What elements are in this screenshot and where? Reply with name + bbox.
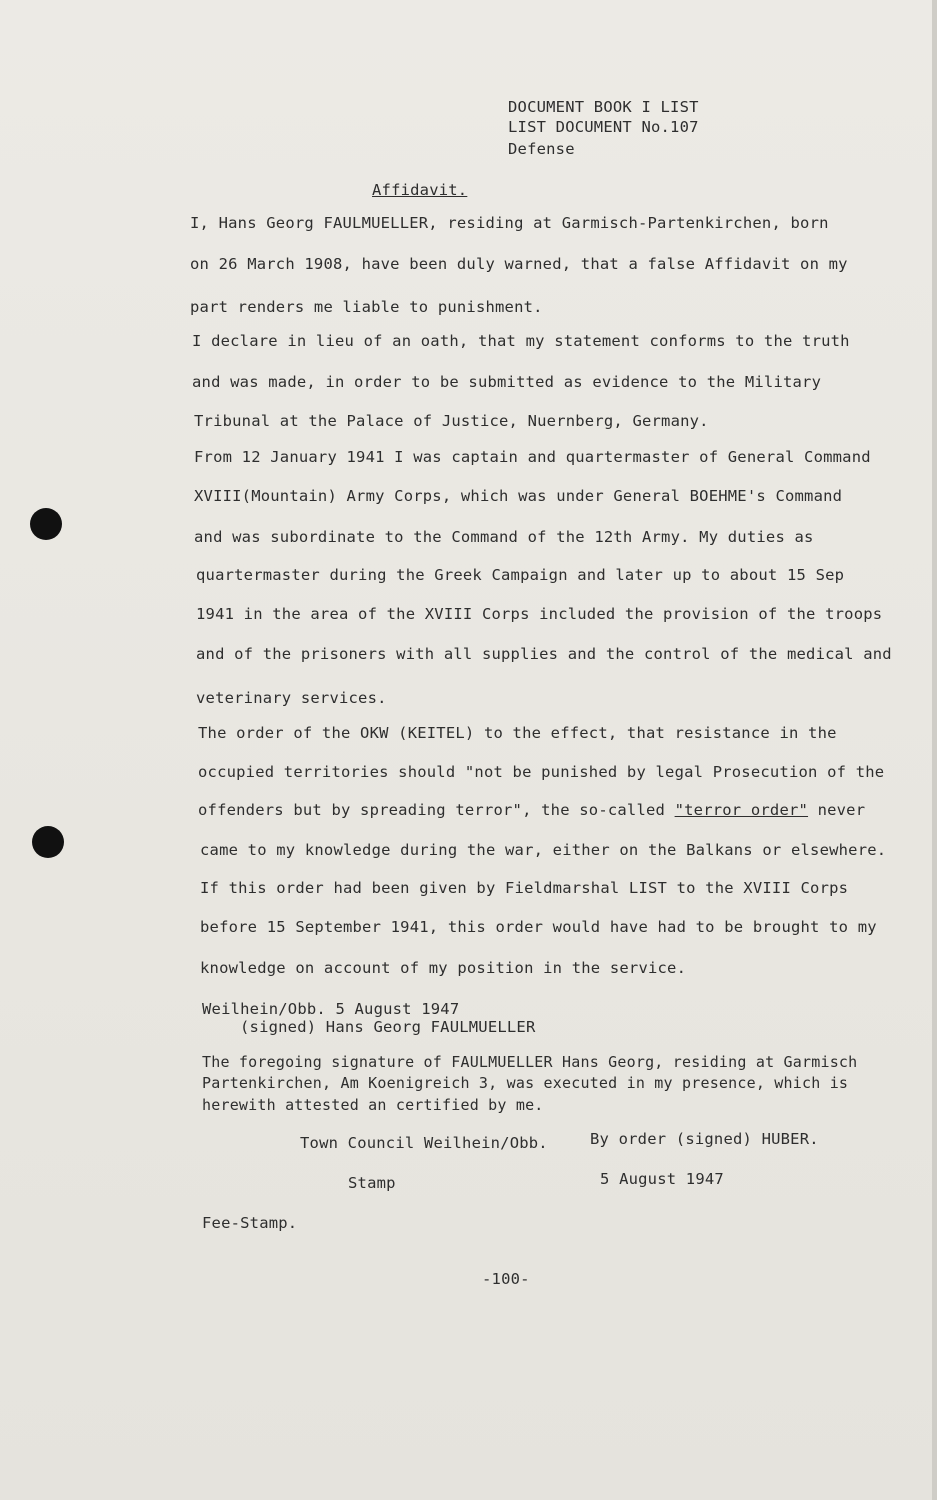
punch-hole-top — [30, 508, 62, 540]
body-line: Tribunal at the Palace of Justice, Nuernberg, Germany. — [194, 412, 709, 430]
body-line: and was made, in order to be submitted as evidence to the Military — [192, 373, 822, 391]
body-line: From 12 January 1941 I was captain and quartermaster of General Command — [194, 448, 871, 466]
body-line: If this order had been given by Fieldmarshal LIST to the XVIII Corps — [200, 879, 849, 897]
body-line: before 15 September 1941, this order would have had to be brought to my — [200, 918, 877, 936]
body-line: part renders me liable to punishment. — [190, 298, 543, 316]
body-line: quartermaster during the Greek Campaign and later up to about 15 Sep — [196, 566, 845, 584]
attestation-line: herewith attested an certified by me. — [202, 1096, 544, 1114]
body-line: The order of the OKW (KEITEL) to the effect, that resistance in the — [198, 724, 837, 742]
attestation-line: Partenkirchen, Am Koenigreich 3, was executed in my presence, which is — [202, 1074, 849, 1092]
body-line-text: never — [808, 801, 866, 819]
signature-line: (signed) Hans Georg FAULMUELLER — [240, 1018, 536, 1036]
body-line: 1941 in the area of the XVIII Corps included the provision of the troops — [196, 605, 883, 623]
header-line-2: LIST DOCUMENT No.107 — [508, 118, 699, 136]
body-line: came to my knowledge during the war, either on the Balkans or elsewhere. — [200, 841, 887, 859]
body-line: knowledge on account of my position in the service. — [200, 959, 687, 977]
attestation-line: The foregoing signature of FAULMUELLER Hans Georg, residing at Garmisch — [202, 1053, 858, 1071]
body-line: veterinary services. — [196, 689, 387, 707]
by-order-signature: By order (signed) HUBER. — [590, 1130, 819, 1148]
page-number: -100- — [482, 1270, 530, 1288]
fee-stamp: Fee-Stamp. — [202, 1214, 298, 1232]
header-line-1: DOCUMENT BOOK I LIST — [508, 98, 699, 116]
body-line-text: offenders but by spreading terror", the so-called — [198, 801, 675, 819]
body-line: I declare in lieu of an oath, that my statement conforms to the truth — [192, 332, 850, 350]
page-edge — [932, 0, 937, 1500]
body-line: on 26 March 1908, have been duly warned, that a false Affidavit on my — [190, 255, 848, 273]
stamp-label: Stamp — [348, 1174, 396, 1192]
body-line: and was subordinate to the Command of the 12th Army. My duties as — [194, 528, 814, 546]
town-council: Town Council Weilhein/Obb. — [300, 1134, 548, 1152]
body-line: I, Hans Georg FAULMUELLER, residing at Garmisch-Partenkirchen, born — [190, 214, 829, 232]
body-line-terror-order — [198, 801, 865, 819]
body-line: and of the prisoners with all supplies and the control of the medical and — [196, 645, 892, 663]
document-title: Affidavit. — [372, 181, 468, 199]
body-line: occupied territories should "not be punished by legal Prosecution of the — [198, 763, 885, 781]
terror-order-phrase: "terror order" — [674, 801, 809, 819]
punch-hole-bottom — [32, 826, 64, 858]
body-line: XVIII(Mountain) Army Corps, which was under General BOEHME's Command — [194, 487, 843, 505]
header-line-3: Defense — [508, 140, 575, 158]
stamp-date: 5 August 1947 — [600, 1170, 724, 1188]
place-date: Weilhein/Obb. 5 August 1947 — [202, 1000, 460, 1018]
